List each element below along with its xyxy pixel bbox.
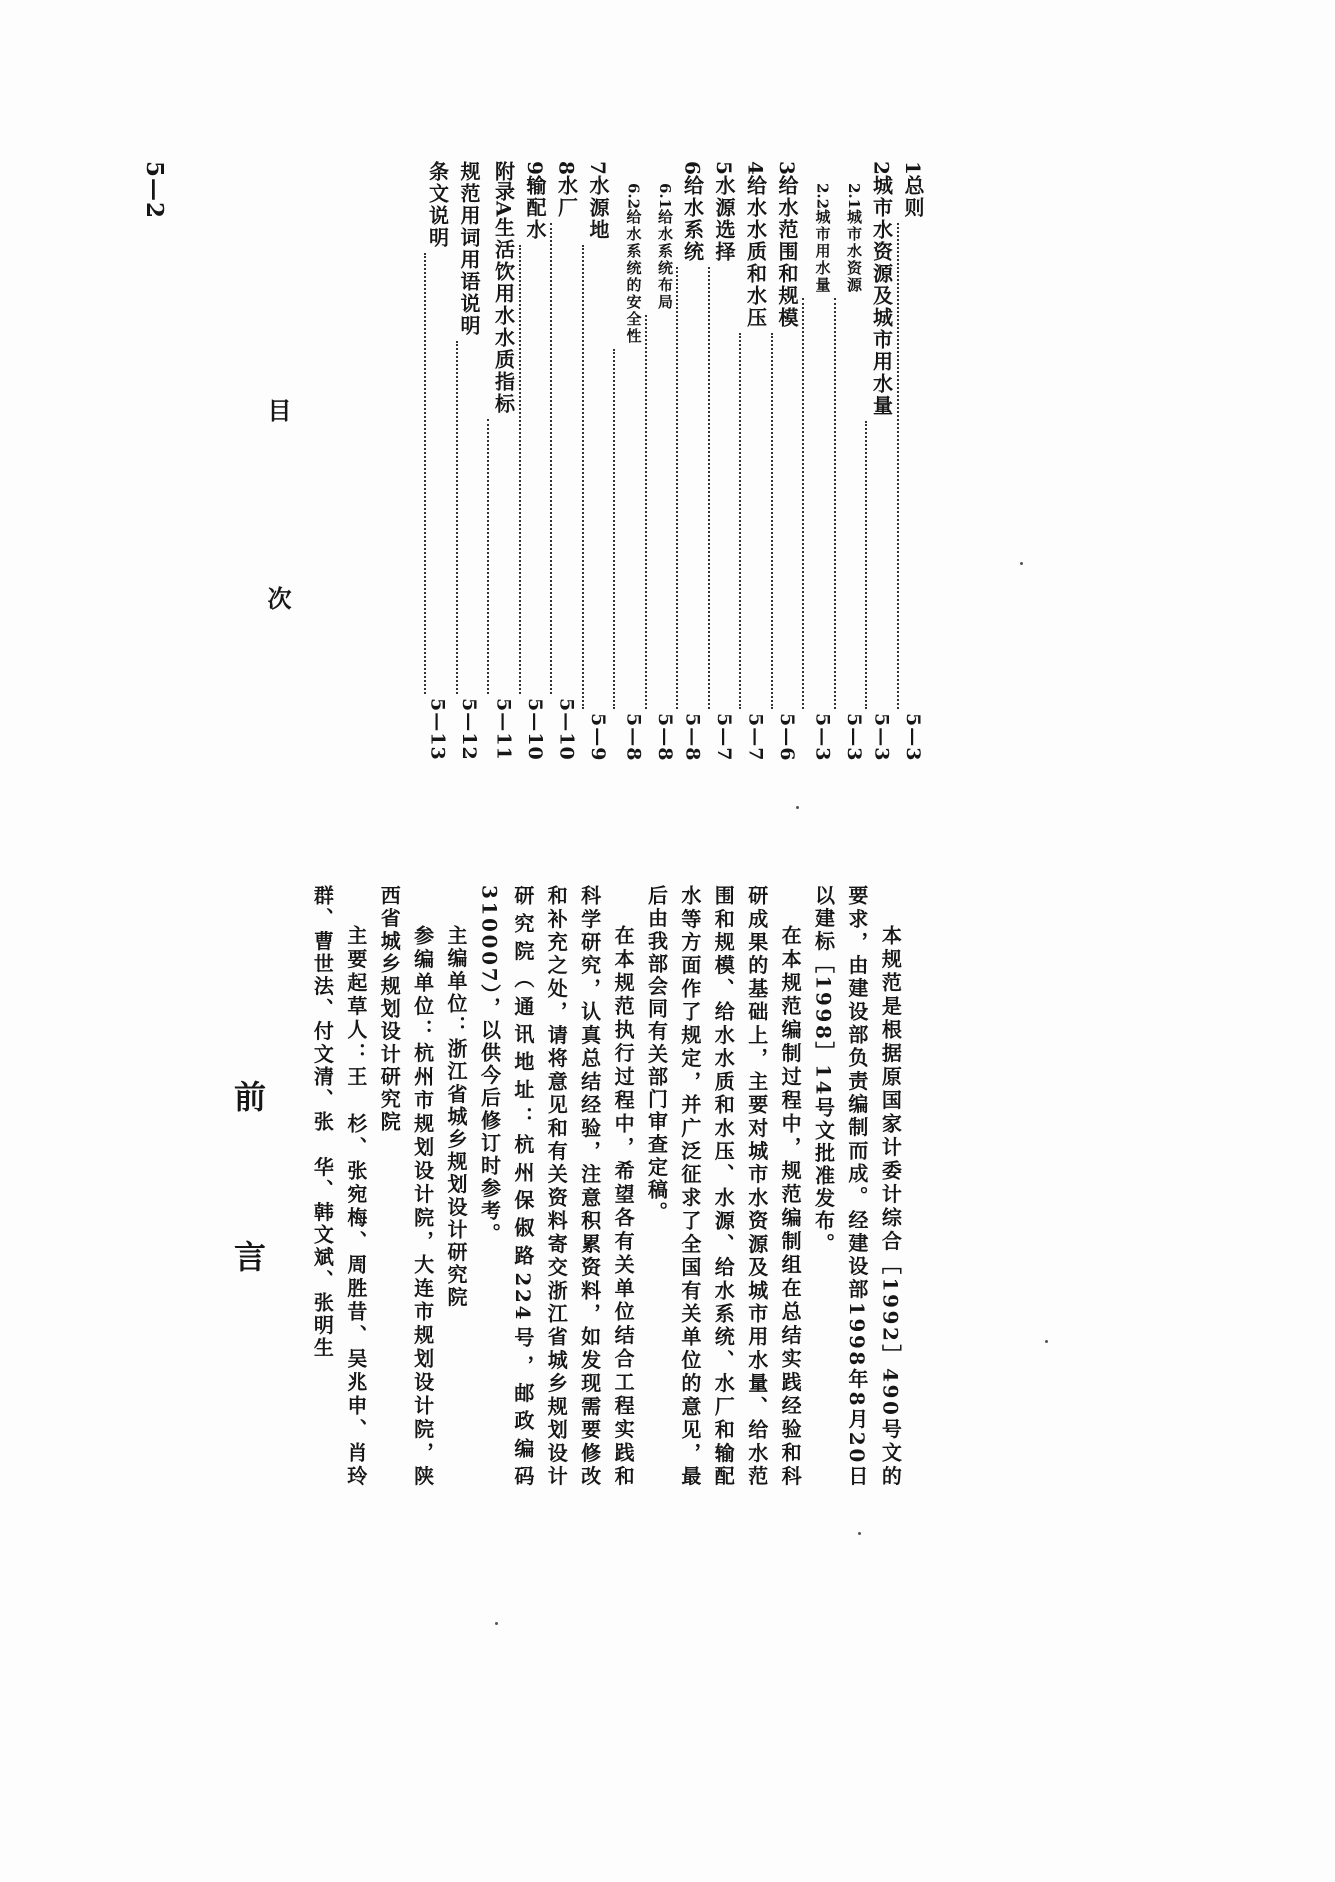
toc-entry-page: 5—8 <box>622 712 645 761</box>
scan-speck <box>1020 562 1023 565</box>
toc-leader-dots <box>550 223 582 694</box>
toc-entry-page: 5—8 <box>681 712 704 761</box>
preface-paragraph: 在本规范编制过程中，规范编制组在总结实践经验和科研成果的基础上，主要对城市水资源及城市用水量、给水范围和规模、给水水质和水压、水源、给水系统、水厂和输配水等方面作了规定，并广泛征求了全国有关单位的意见，最后由我部会同有关部门审查定稿。 <box>644 885 803 1488</box>
toc-entry-number: 6.2 <box>624 183 643 210</box>
toc-entry-number: 7 <box>586 161 610 175</box>
toc-entry-label: 城市水资源及城市用水量 <box>869 174 894 417</box>
participating-units: 参编单位：杭州市规划设计院，大连市规划设计院，陕西省城乡规划设计研究院 <box>377 885 435 1488</box>
toc-leader-dots <box>424 253 456 694</box>
toc-entry-page: 5—11 <box>492 698 515 761</box>
toc-leader-dots <box>897 223 929 709</box>
toc-entry-label: 生活饮用水水质指标 <box>491 216 516 415</box>
toc-entry-label: 输配水 <box>523 174 547 241</box>
toc-entry-page: 5—3 <box>902 712 924 761</box>
toc-leader-dots <box>834 298 866 708</box>
toc-entry-page: 5—3 <box>811 712 834 761</box>
toc-entry[interactable] <box>550 161 582 761</box>
toc-entry-number: 2.2 <box>813 183 832 210</box>
toc-entry[interactable] <box>865 161 897 761</box>
toc-entry-label: 总则 <box>901 174 925 219</box>
toc-leader-dots <box>708 267 740 709</box>
toc-entry-label: 水源地 <box>586 174 610 241</box>
toc-entry-number: 4 <box>743 161 768 175</box>
toc-title: 目 次 <box>263 398 292 680</box>
toc-entry-page: 5—8 <box>654 712 676 761</box>
toc-subentry[interactable] <box>613 161 645 761</box>
toc-entry-number: 3 <box>775 161 799 175</box>
toc-entry-number: 8 <box>554 161 579 175</box>
chief-editor-unit: 主编单位：浙江省城乡规划设计研究院 <box>444 925 469 1310</box>
toc-entry-number: 6 <box>680 161 705 175</box>
toc-entry-number: 9 <box>523 161 547 175</box>
toc-entry-page: 5—3 <box>870 712 893 761</box>
toc-entry-number: 2.1 <box>845 183 863 210</box>
toc-entry-page: 5—10 <box>524 698 546 761</box>
toc-entry-number: 6.1 <box>656 183 674 210</box>
toc-entry[interactable] <box>708 161 740 761</box>
preface-paragraph: 在本规范执行过程中，希望各有关单位结合工程实践和科学研究，认真总结经验，注意积累资料，如发现需要修改和补充之处，请将意见和有关资料寄交浙江省城乡规划设计研究院（通讯地址：杭州保俶路224号，邮政编码310007），以供今后修订时参考。 <box>477 885 636 1488</box>
toc-subentry[interactable] <box>802 161 834 761</box>
toc-entry[interactable] <box>897 161 929 761</box>
toc-leader-dots <box>582 245 614 709</box>
preface-paragraph: 本规范是根据原国家计委计综合［1992］490号文的要求，由建设部负责编制而成。经建设部1998年8月20日以建标［1998］14号文批准发布。 <box>811 885 903 1488</box>
preface-title: 前 言 <box>229 1080 267 1320</box>
toc-entry-number: 2 <box>869 161 894 175</box>
toc-entry-label: 给水系统的安全性 <box>624 209 643 346</box>
toc-leader-dots <box>456 341 488 694</box>
toc-leader-dots <box>865 421 897 709</box>
toc-entry-label: 水厂 <box>554 174 579 219</box>
toc-entry-page: 5—9 <box>587 712 609 761</box>
toc-entry-number: 附录A <box>491 161 516 217</box>
toc-entry[interactable] <box>582 161 614 761</box>
toc-entry-page: 5—10 <box>555 698 578 761</box>
toc-entry[interactable] <box>487 161 519 761</box>
toc-entry[interactable] <box>424 161 456 761</box>
toc-subentry[interactable] <box>645 161 677 761</box>
toc-leader-dots <box>676 267 708 709</box>
toc-entry-label: 给水水质和水压 <box>743 174 768 329</box>
toc-entry-page: 5—6 <box>776 712 798 761</box>
toc-entry-number: 1 <box>901 161 925 175</box>
toc-entry-label: 城市水资源 <box>845 209 863 295</box>
toc-entry-label: 规范用词用语说明 <box>457 161 481 337</box>
scan-speck <box>796 806 799 809</box>
scan-speck <box>495 1622 498 1625</box>
toc-entry[interactable] <box>676 161 708 761</box>
toc-subentry[interactable] <box>834 161 866 761</box>
toc-entry-page: 5—3 <box>843 712 865 761</box>
toc-entry-page: 5—7 <box>713 712 735 761</box>
toc-entry-page: 5—13 <box>426 698 449 761</box>
toc-leader-dots <box>519 245 551 694</box>
toc-entry[interactable] <box>771 161 803 761</box>
toc-entry-page: 5—7 <box>744 712 767 761</box>
toc-leader-dots <box>802 298 834 708</box>
toc-entry-label: 给水系统布局 <box>656 209 674 312</box>
toc-entry-number: 5 <box>712 161 736 175</box>
page-number: 5—2 <box>141 161 168 220</box>
toc-entry-page: 5—12 <box>458 698 480 761</box>
toc-entry[interactable] <box>739 161 771 761</box>
toc-entry-label: 条文说明 <box>425 161 450 249</box>
preface-body <box>305 885 906 1488</box>
scan-speck <box>1045 1340 1048 1343</box>
toc-entry-label: 给水系统 <box>680 174 705 263</box>
toc-entry-label: 给水范围和规模 <box>775 174 799 329</box>
toc-leader-dots <box>739 333 771 709</box>
toc-leader-dots <box>613 349 645 708</box>
main-drafters: 主要起草人：王 杉、张宛梅、周胜昔、吴兆申、肖玲群、曹世法、付文清、张 华、韩文斌、张明生 <box>310 885 368 1488</box>
toc-leader-dots <box>487 419 519 695</box>
scan-speck <box>858 1532 861 1535</box>
toc-entry-label: 城市用水量 <box>813 209 832 295</box>
toc-leader-dots <box>645 315 677 708</box>
toc-entry[interactable] <box>456 161 488 761</box>
toc-leader-dots <box>771 333 803 709</box>
table-of-contents <box>368 161 928 761</box>
toc-entry[interactable] <box>519 161 551 761</box>
toc-entry-label: 水源选择 <box>712 174 736 263</box>
